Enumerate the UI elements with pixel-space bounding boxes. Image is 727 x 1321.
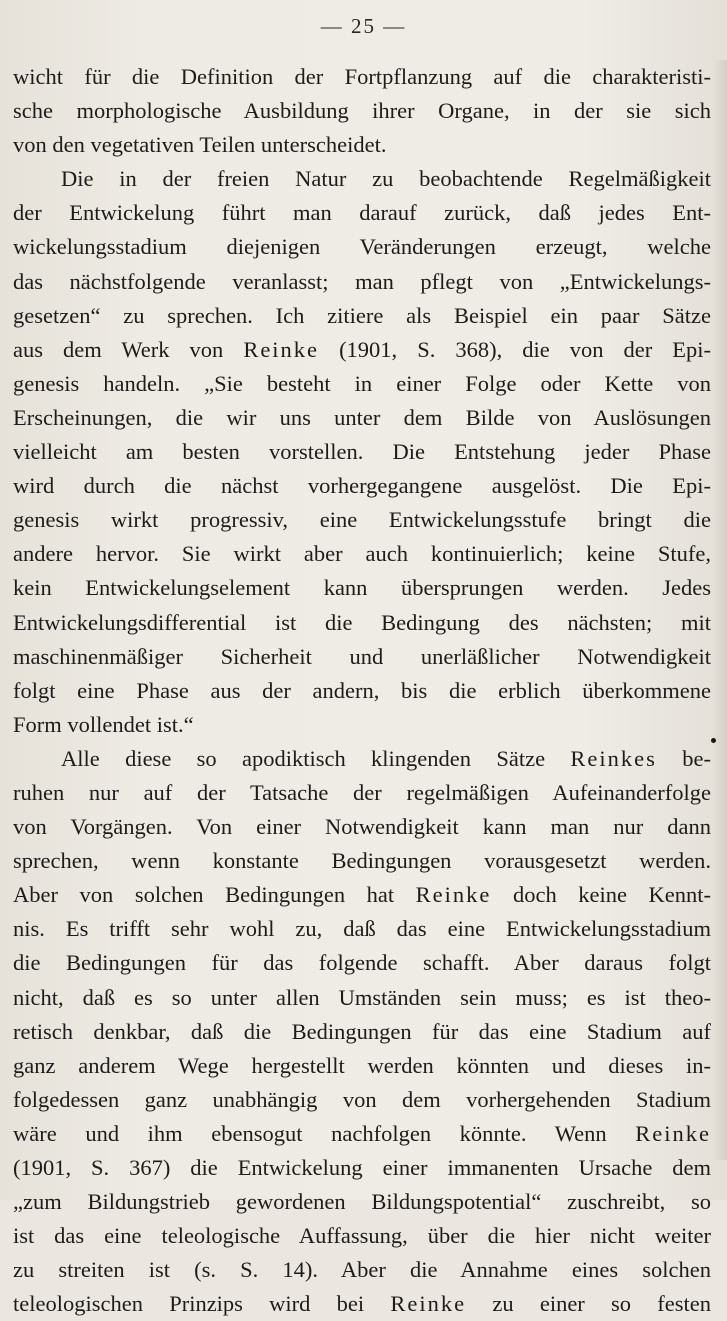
text-line: wickelungsstadium diejenigen Veränderungen erzeugt, welche <box>13 234 711 260</box>
body-text <box>13 60 711 1321</box>
text-line: wäre und ihm ebensogut nachfolgen könnte. Wenn Reinke <box>13 1120 711 1146</box>
author-name-spaced: Reinke <box>415 882 492 908</box>
text-line: „zum Bildungstrieb gewordenen Bildungspotential“ zuschreibt, so <box>13 1189 711 1215</box>
ink-dot-mark <box>711 738 716 743</box>
text-line: Form vollendet ist.“ <box>13 711 194 737</box>
text-line: kein Entwickelungselement kann übersprungen werden. Jedes <box>13 575 711 601</box>
text-line: teleologischen Prinzips wird bei Reinke zu einer so festen <box>13 1291 711 1317</box>
text-line: wicht für die Definition der Fortpflanzung auf die charakteristi- <box>13 64 711 89</box>
text-line: die Bedingungen für das folgende schafft. Aber daraus folgt <box>13 950 711 976</box>
author-name-spaced: Reinke <box>243 336 320 362</box>
text-line: nis. Es trifft sehr wohl zu, daß das eine Entwickelungsstadium <box>13 916 711 942</box>
text-line: zu streiten ist (s. S. 14). Aber die Annahme eines solchen <box>13 1257 711 1283</box>
text-line: sprechen, wenn konstante Bedingungen vorausgesetzt werden. <box>13 848 711 874</box>
text-line: Alle diese so apodiktisch klingenden Sätze Reinkes be- <box>61 745 711 771</box>
text-line: folgt eine Phase aus der andern, bis die erblich überkommene <box>13 677 711 703</box>
text-line: Aber von solchen Bedingungen hat Reinke doch keine Kennt- <box>13 882 711 908</box>
text-line: genesis wirkt progressiv, eine Entwickelungsstufe bringt die <box>13 507 711 533</box>
page-edge-shadow <box>713 60 727 1160</box>
text-line: folgedessen ganz unabhängig von dem vorhergehenden Stadium <box>13 1086 711 1112</box>
author-name-spaced: Reinke <box>390 1291 467 1317</box>
text-line: nicht, daß es so unter allen Umständen sein muss; es ist theo- <box>13 984 711 1010</box>
page-number: — 25 — <box>320 14 407 38</box>
text-line: retisch denkbar, daß die Bedingungen für das eine Stadium auf <box>13 1018 711 1044</box>
text-line: Die in der freien Natur zu beobachtende Regelmäßigkeit <box>61 166 711 192</box>
text-line: der Entwickelung führt man darauf zurück, daß jedes Ent- <box>13 200 711 226</box>
text-line: von Vorgängen. Von einer Notwendigkeit kann man nur dann <box>13 814 711 840</box>
text-line: (1901, S. 367) die Entwickelung einer immanenten Ursache dem <box>13 1155 711 1180</box>
text-line: maschinenmäßiger Sicherheit und unerläßlicher Notwendigkeit <box>13 643 711 669</box>
text-line: von den vegetativen Teilen unterscheidet. <box>13 132 387 158</box>
text-line: wird durch die nächst vorhergegangene ausgelöst. Die Epi- <box>13 473 711 499</box>
text-line: ist das eine teleologische Auffassung, über die hier nicht weiter <box>13 1223 711 1249</box>
author-name-spaced: Reinkes <box>570 745 657 771</box>
text-line: genesis handeln. „Sie besteht in einer Folge oder Kette von <box>13 370 711 396</box>
author-name-spaced: Reinke <box>635 1120 711 1146</box>
text-line: andere hervor. Sie wirkt aber auch kontinuierlich; keine Stufe, <box>13 541 711 567</box>
text-line: ganz anderem Wege hergestellt werden könnten und dieses in- <box>13 1052 711 1078</box>
text-line: Entwickelungsdifferential ist die Bedingung des nächsten; mit <box>13 609 711 635</box>
text-line: das nächstfolgende veranlasst; man pflegt von „Entwickelungs- <box>13 268 711 294</box>
text-line: vielleicht am besten vorstellen. Die Entstehung jeder Phase <box>13 439 711 465</box>
text-line: Erscheinungen, die wir uns unter dem Bilde von Auslösungen <box>13 404 711 430</box>
text-line: gesetzen“ zu sprechen. Ich zitiere als Beispiel ein paar Sätze <box>13 302 711 328</box>
text-line: aus dem Werk von Reinke (1901, S. 368), die von der Epi- <box>13 336 711 362</box>
text-line: sche morphologische Ausbildung ihrer Organe, in der sie sich <box>13 98 711 124</box>
text-line: ruhen nur auf der Tatsache der regelmäßigen Aufeinanderfolge <box>13 779 711 805</box>
